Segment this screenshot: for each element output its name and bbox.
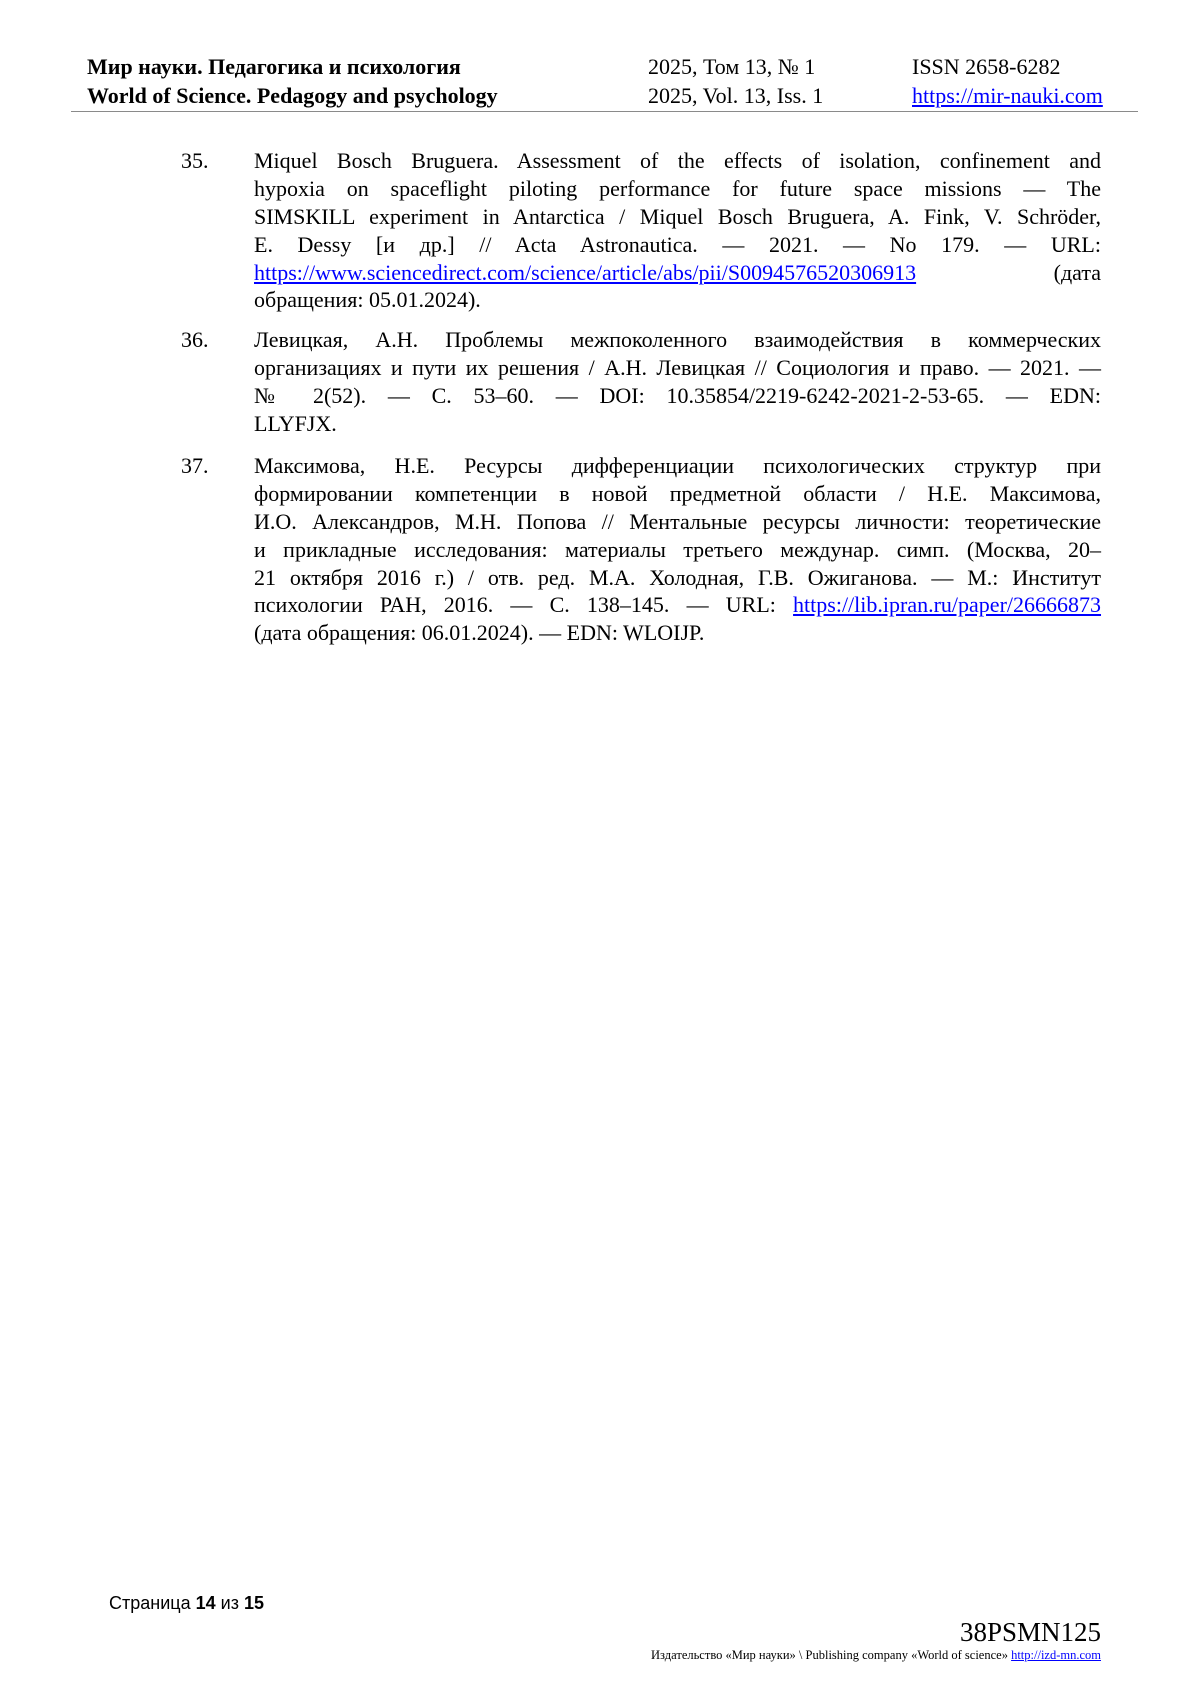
reference-line: формировании компетенции в новой предметной области / Н.Е. Максимова, bbox=[254, 480, 1101, 506]
reference-number: 35. bbox=[181, 148, 209, 173]
issn: ISSN 2658-6282 bbox=[912, 54, 1061, 79]
total-pages-number: 15 bbox=[243, 1593, 265, 1613]
journal-title-ru: Мир науки. Педагогика и психология bbox=[87, 54, 461, 79]
reference-link[interactable]: https://www.sciencedirect.com/science/article/abs/pii/S0094576520306913 bbox=[254, 259, 917, 285]
header-rule bbox=[71, 111, 1138, 112]
article-code: 38PSMN125 bbox=[959, 1617, 1101, 1647]
reference-line: Максимова, Н.Е. Ресурсы дифференциации психологических структур при bbox=[254, 453, 1101, 478]
reference-line bbox=[254, 591, 1101, 619]
journal-identifiers bbox=[912, 52, 1103, 110]
reference-line: и прикладные исследования: материалы третьего междунар. симп. (Москва, 20– bbox=[254, 536, 1101, 562]
reference-number: 37. bbox=[181, 453, 209, 478]
current-page-number: 14 bbox=[195, 1593, 216, 1613]
journal-title bbox=[87, 52, 498, 110]
reference-number: 36. bbox=[181, 327, 209, 352]
reference-line: SIMSKILL experiment in Antarctica / Miquel Bosch Bruguera, A. Fink, V. Schröder, bbox=[254, 203, 1101, 229]
publisher-name: Издательство «Мир науки» \ Publishing company «World of science» bbox=[651, 1648, 1008, 1662]
reference-line: № 2(52). — С. 53–60. — DOI: 10.35854/2219-6242-2021-2-53-65. — EDN: bbox=[254, 382, 1101, 408]
reference-line: обращения: 05.01.2024). bbox=[254, 287, 481, 313]
reference-line bbox=[254, 259, 1101, 287]
reference-line: hypoxia on spaceflight piloting performance for future space missions — The bbox=[254, 175, 1101, 201]
publisher-line bbox=[651, 1647, 1101, 1664]
page-of-label: из bbox=[220, 1593, 239, 1613]
reference-text bbox=[254, 147, 1101, 314]
reference-text bbox=[254, 452, 1101, 647]
reference-line-text: психологии РАН, 2016. — С. 138–145. — URL: bbox=[254, 592, 776, 618]
reference-line: LLYFJX. bbox=[254, 410, 337, 436]
page-counter bbox=[109, 1591, 264, 1615]
journal-title-en: World of Science. Pedagogy and psychology bbox=[87, 83, 498, 108]
publisher-link[interactable]: http://izd-mn.com bbox=[1011, 1648, 1101, 1662]
reference-line: E. Dessy [и др.] // Acta Astronautica. — 2021. — No 179. — URL: bbox=[254, 231, 1101, 257]
reference-line: (дата обращения: 06.01.2024). — EDN: WLOIJP. bbox=[254, 620, 705, 646]
journal-site-link[interactable]: https://mir-nauki.com bbox=[912, 83, 1103, 108]
issue-info-ru: 2025, Том 13, № 1 bbox=[648, 54, 816, 79]
issue-info-en: 2025, Vol. 13, Iss. 1 bbox=[648, 83, 824, 108]
reference-line: Левицкая, А.Н. Проблемы межпоколенного взаимодействия в коммерческих bbox=[254, 327, 1101, 352]
reference-line: организациях и пути их решения / А.Н. Левицкая // Социология и право. — 2021. — bbox=[254, 354, 1101, 380]
reference-link[interactable]: https://lib.ipran.ru/paper/26666873 bbox=[793, 592, 1102, 618]
reference-text bbox=[254, 326, 1101, 438]
issue-info bbox=[648, 52, 823, 110]
reference-line: Miquel Bosch Bruguera. Assessment of the effects of isolation, confinement and bbox=[254, 148, 1101, 173]
reference-line-text: (дата bbox=[1053, 259, 1101, 285]
reference-line: И.О. Александров, М.Н. Попова // Ментальные ресурсы личности: теоретические bbox=[254, 508, 1101, 534]
page-label: Страница bbox=[109, 1593, 191, 1613]
reference-line: 21 октября 2016 г.) / отв. ред. М.А. Холодная, Г.В. Ожиганова. — М.: Институт bbox=[254, 564, 1101, 590]
